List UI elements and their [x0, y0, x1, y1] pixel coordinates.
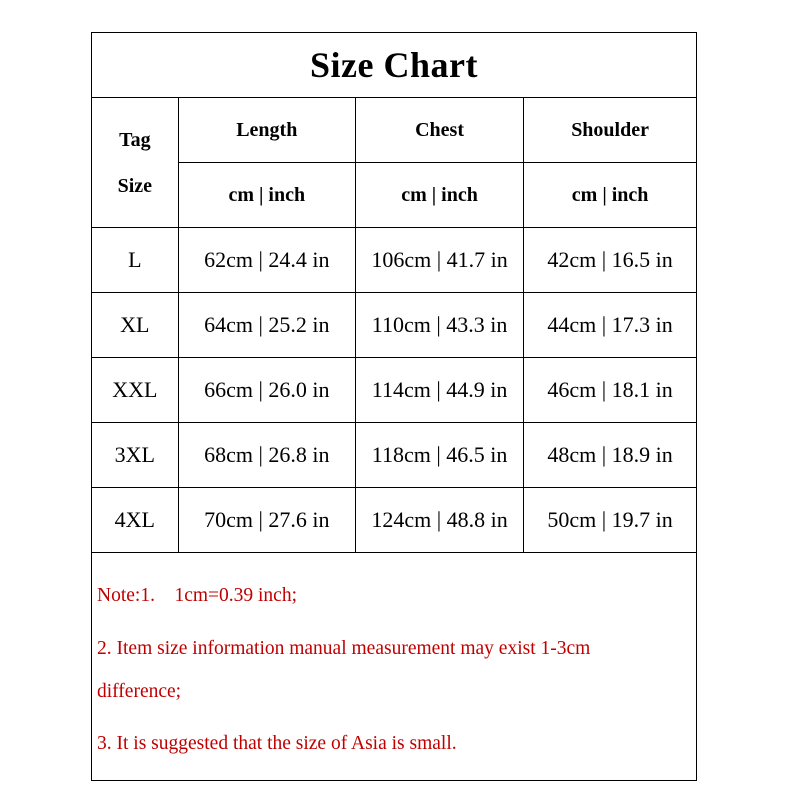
chest-cell: 118cm | 46.5 in — [355, 423, 523, 488]
size-cell: XXL — [92, 358, 178, 423]
chest-cell: 106cm | 41.7 in — [355, 228, 523, 293]
note-line-3: difference; — [97, 680, 182, 702]
table-row — [92, 423, 696, 488]
chest-cell: 124cm | 48.8 in — [355, 488, 523, 553]
length-units: cm | inch — [178, 163, 355, 228]
chest-units: cm | inch — [355, 163, 523, 228]
notes-section — [92, 553, 696, 768]
length-cell: 68cm | 26.8 in — [178, 423, 355, 488]
chest-header: Chest — [355, 98, 523, 163]
length-header: Length — [178, 98, 355, 163]
length-cell: 70cm | 27.6 in — [178, 488, 355, 553]
size-cell: 4XL — [92, 488, 178, 553]
note-line-2: 2. Item size information manual measurement may exist 1-3cm — [97, 637, 591, 659]
size-cell: L — [92, 228, 178, 293]
table-row — [92, 488, 696, 553]
shoulder-cell: 46cm | 18.1 in — [524, 358, 696, 423]
table-row — [92, 358, 696, 423]
length-cell: 66cm | 26.0 in — [178, 358, 355, 423]
chest-cell: 110cm | 43.3 in — [355, 293, 523, 358]
size-chart — [91, 32, 697, 781]
table-row — [92, 293, 696, 358]
note-line-1: Note:1. 1cm=0.39 inch; — [97, 584, 298, 606]
size-cell: 3XL — [92, 423, 178, 488]
shoulder-cell: 42cm | 16.5 in — [524, 228, 696, 293]
header-row — [92, 98, 696, 163]
shoulder-units: cm | inch — [524, 163, 696, 228]
tag-size-label-line1: Tag — [119, 128, 151, 151]
length-cell: 64cm | 25.2 in — [178, 293, 355, 358]
shoulder-cell: 50cm | 19.7 in — [524, 488, 696, 553]
chest-cell: 114cm | 44.9 in — [355, 358, 523, 423]
size-cell: XL — [92, 293, 178, 358]
shoulder-header: Shoulder — [524, 98, 696, 163]
table-row — [92, 228, 696, 293]
note-line-4: 3. It is suggested that the size of Asia is small. — [97, 732, 457, 754]
shoulder-cell: 48cm | 18.9 in — [524, 423, 696, 488]
size-table — [92, 98, 696, 553]
length-cell: 62cm | 24.4 in — [178, 228, 355, 293]
units-row — [92, 163, 696, 228]
tag-size-label-line2: Size — [117, 174, 153, 197]
shoulder-cell: 44cm | 17.3 in — [524, 293, 696, 358]
chart-title: Size Chart — [92, 33, 696, 98]
tag-size-header — [92, 98, 178, 228]
